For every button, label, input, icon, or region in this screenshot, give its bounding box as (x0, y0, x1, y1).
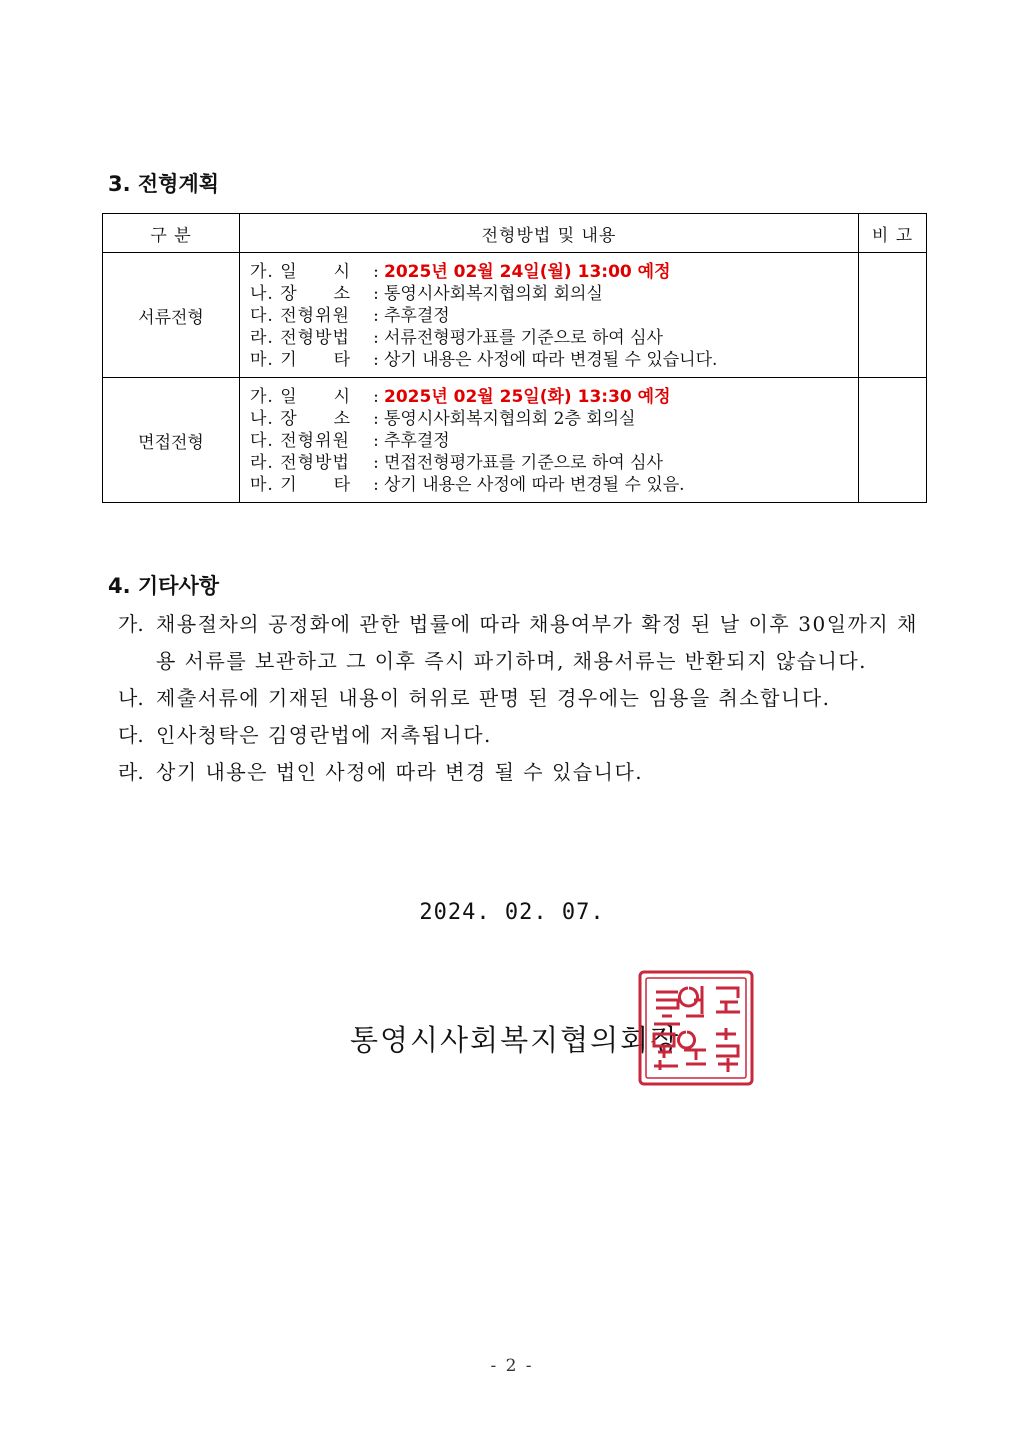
item-value: 면접전형평가표를 기준으로 하여 심사 (384, 453, 663, 473)
content-item (250, 408, 858, 430)
item-label: 마. 기 타 (250, 475, 352, 495)
note-text: 인사청탁은 김영란법에 저촉됩니다. (156, 723, 492, 747)
other-notes-list (118, 606, 918, 791)
selection-plan-table (102, 213, 927, 503)
note-text: 채용절차의 공정화에 관한 법률에 따라 채용여부가 확정 된 날 이후 30일까지 채용 서류를 보관하고 그 이후 즉시 파기하며, 채용서류는 반환되지 않습니다. (156, 612, 918, 673)
note-text: 상기 내용은 법인 사정에 따라 변경 될 수 있습니다. (156, 760, 644, 784)
note-marker: 가. (118, 612, 144, 636)
item-value: 추후결정 (384, 306, 450, 326)
content-item (250, 386, 858, 408)
item-value: 상기 내용은 사정에 따라 변경될 수 있습니다. (384, 350, 718, 370)
note-item (118, 717, 918, 754)
table-row (103, 378, 927, 503)
note-marker: 라. (118, 760, 144, 784)
official-seal-stamp (636, 968, 756, 1088)
row-category: 면접전형 (103, 378, 240, 503)
document-date: 2024. 02. 07. (419, 900, 605, 925)
item-label: 라. 전형방법 (250, 328, 350, 348)
item-label: 가. 일 시 (250, 262, 352, 282)
signer-title: 통영시사회복지협의회장 (350, 1023, 681, 1057)
content-item (250, 430, 858, 452)
item-separator: : (373, 350, 379, 370)
item-label: 다. 전형위원 (250, 431, 350, 451)
row-content (240, 378, 859, 503)
item-value: 통영시사회복지협의회 2층 회의실 (384, 409, 636, 429)
item-label: 나. 장 소 (250, 284, 352, 304)
item-separator: : (373, 262, 379, 282)
section-4-heading: 4. 기타사항 (108, 574, 220, 598)
table-header-row (103, 214, 927, 253)
header-category: 구 분 (103, 214, 240, 253)
section-3-heading: 3. 전형계획 (108, 172, 220, 196)
content-item (250, 261, 858, 283)
item-separator: : (373, 431, 379, 451)
item-label: 마. 기 타 (250, 350, 352, 370)
item-label: 라. 전형방법 (250, 453, 350, 473)
header-content: 전형방법 및 내용 (240, 214, 859, 253)
item-value: 통영시사회복지협의회 회의실 (384, 284, 603, 304)
content-item (250, 305, 858, 327)
item-label: 나. 장 소 (250, 409, 352, 429)
content-item (250, 327, 858, 349)
note-item (118, 754, 918, 791)
item-separator: : (373, 387, 379, 407)
item-separator: : (373, 409, 379, 429)
table-row (103, 253, 927, 378)
item-value: 2025년 02월 25일(화) 13:30 예정 (384, 387, 671, 407)
note-marker: 나. (118, 686, 144, 710)
item-value: 추후결정 (384, 431, 450, 451)
item-label: 다. 전형위원 (250, 306, 350, 326)
item-value: 서류전형평가표를 기준으로 하여 심사 (384, 328, 663, 348)
item-separator: : (373, 453, 379, 473)
item-value: 상기 내용은 사정에 따라 변경될 수 있음. (384, 475, 685, 495)
item-separator: : (373, 475, 379, 495)
note-marker: 다. (118, 723, 144, 747)
row-content (240, 253, 859, 378)
row-remarks (859, 253, 927, 378)
item-separator: : (373, 328, 379, 348)
item-value: 2025년 02월 24일(월) 13:00 예정 (384, 262, 671, 282)
note-item (118, 606, 918, 680)
content-item (250, 452, 858, 474)
page-number: - 2 - (490, 1356, 534, 1376)
header-remarks: 비 고 (859, 214, 927, 253)
content-item (250, 283, 858, 305)
note-item (118, 680, 918, 717)
note-text: 제출서류에 기재된 내용이 허위로 판명 된 경우에는 임용을 취소합니다. (156, 686, 831, 710)
content-item (250, 349, 858, 371)
row-remarks (859, 378, 927, 503)
content-item (250, 474, 858, 496)
row-category: 서류전형 (103, 253, 240, 378)
item-separator: : (373, 306, 379, 326)
item-separator: : (373, 284, 379, 304)
item-label: 가. 일 시 (250, 387, 352, 407)
